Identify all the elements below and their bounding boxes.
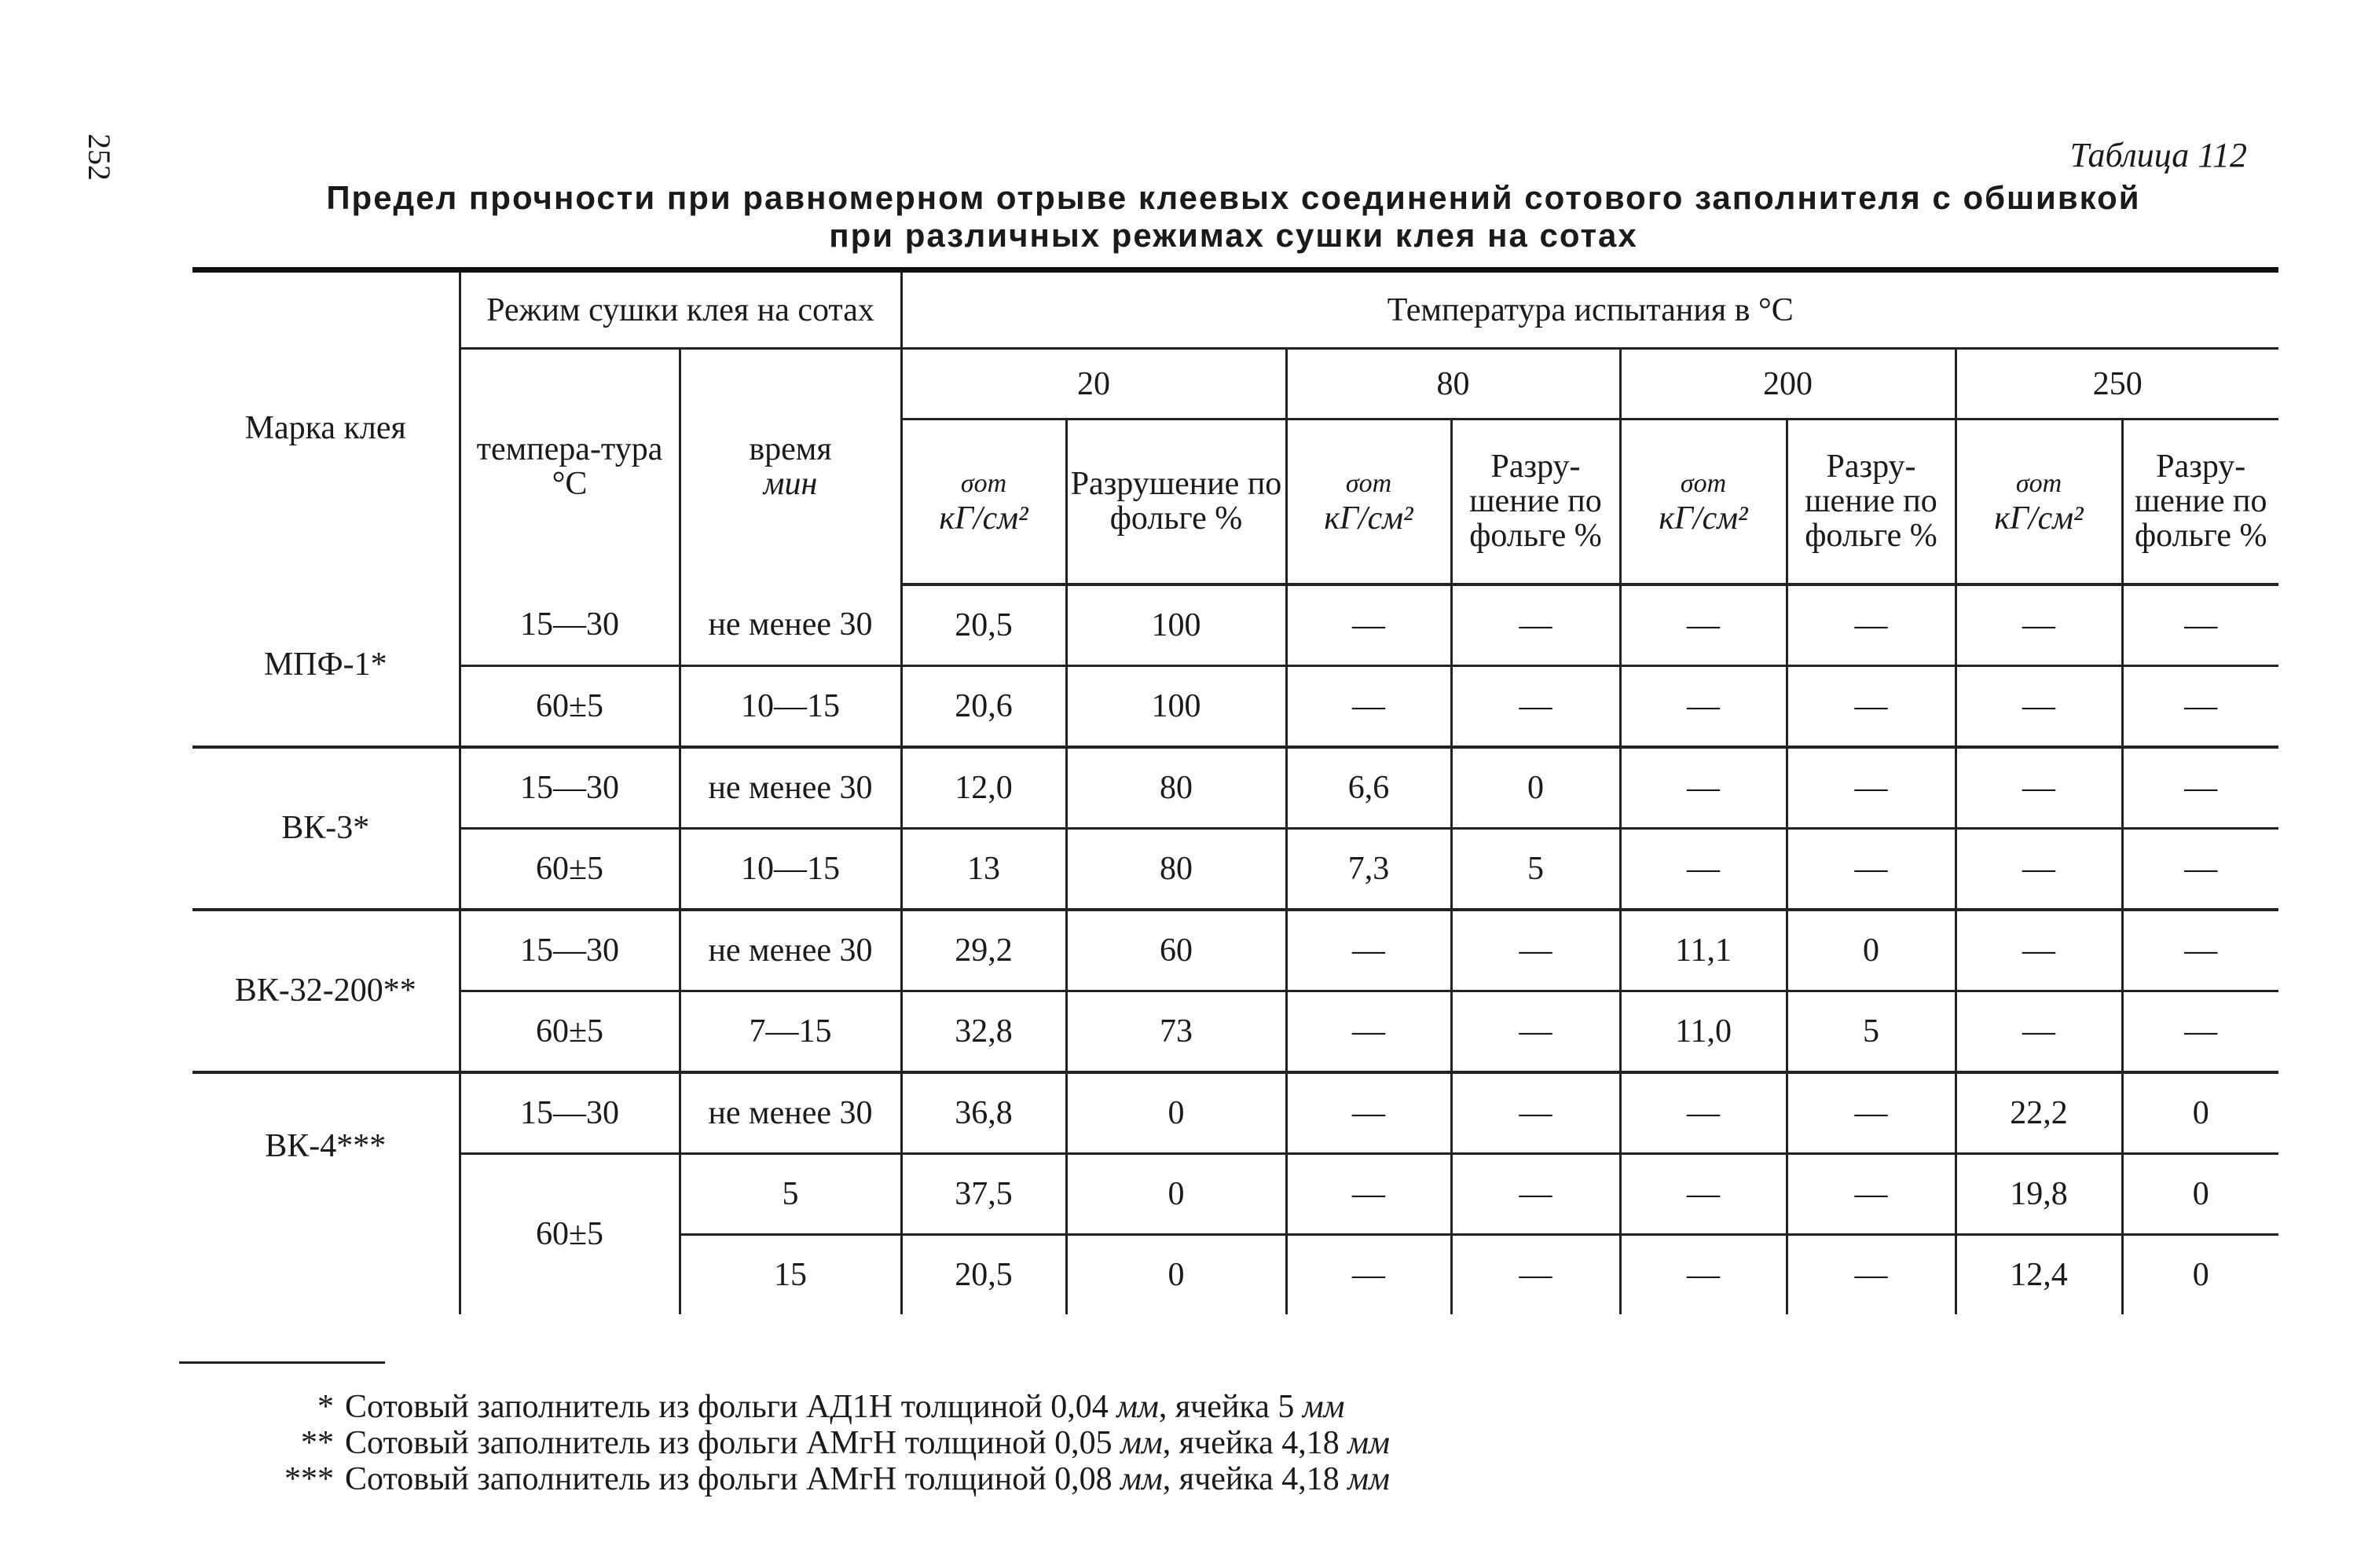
header-temperature: темпера-тура °С xyxy=(460,349,680,584)
header-sigma-80 xyxy=(1286,419,1451,584)
sigma-symbol: σот xyxy=(2015,469,2062,499)
header-t250: 250 xyxy=(1956,349,2278,419)
header-sigma-200 xyxy=(1620,419,1787,584)
header-destruction-200: Разру-шение по фольге % xyxy=(1787,419,1956,584)
value-cell: — xyxy=(1286,584,1451,666)
sigma-unit: кГ/см² xyxy=(939,500,1028,537)
data-table-container xyxy=(192,267,2278,1314)
value-cell: — xyxy=(1787,665,1956,747)
value-cell: — xyxy=(1956,747,2122,829)
time-cell: 5 xyxy=(680,1153,901,1234)
value-cell: — xyxy=(1787,584,1956,666)
footnote-unit: мм xyxy=(1116,1389,1159,1425)
brand-cell: МПФ-1* xyxy=(192,584,460,747)
sigma-symbol: σот xyxy=(1345,469,1392,499)
value-cell: 29,2 xyxy=(901,910,1066,991)
header-t20: 20 xyxy=(901,349,1286,419)
value-cell: 7,3 xyxy=(1286,828,1451,910)
header-t200: 200 xyxy=(1620,349,1956,419)
value-cell: 20,5 xyxy=(901,1234,1066,1314)
value-cell: — xyxy=(1787,747,1956,829)
value-cell: 20,6 xyxy=(901,665,1066,747)
value-cell: 36,8 xyxy=(901,1072,1066,1154)
time-cell: 10—15 xyxy=(680,828,901,910)
value-cell: — xyxy=(2122,991,2278,1072)
value-cell: — xyxy=(1451,1234,1620,1314)
sigma-unit: кГ/см² xyxy=(1324,500,1413,537)
value-cell: 0 xyxy=(2122,1234,2278,1314)
table-row xyxy=(192,1072,2278,1154)
value-cell: 12,0 xyxy=(901,747,1066,829)
temp-cell: 60±5 xyxy=(460,1153,680,1314)
value-cell: — xyxy=(1620,747,1787,829)
temp-cell: 60±5 xyxy=(460,665,680,747)
temp-cell: 15—30 xyxy=(460,584,680,666)
value-cell: 32,8 xyxy=(901,991,1066,1072)
footnote xyxy=(263,1461,1390,1497)
value-cell: — xyxy=(1286,1234,1451,1314)
value-cell: 73 xyxy=(1066,991,1286,1072)
value-cell: — xyxy=(2122,665,2278,747)
value-cell: 19,8 xyxy=(1956,1153,2122,1234)
sigma-symbol: σот xyxy=(960,469,1007,499)
value-cell: — xyxy=(1787,1153,1956,1234)
header-test-temp: Температура испытания в °С xyxy=(901,270,2278,349)
table-row xyxy=(192,910,2278,991)
value-cell: — xyxy=(1451,584,1620,666)
sigma-symbol: σот xyxy=(1680,469,1727,499)
header-time-unit: мин xyxy=(763,466,818,503)
footnote-text: , ячейка 4,18 xyxy=(1162,1461,1348,1497)
value-cell: — xyxy=(1787,1234,1956,1314)
footnote-text: , ячейка 4,18 xyxy=(1162,1425,1348,1461)
brand-cell: ВК-32-200** xyxy=(192,910,460,1072)
footnote-unit: мм xyxy=(1120,1425,1163,1461)
value-cell: — xyxy=(1451,910,1620,991)
footnote-text: Сотовый заполнитель из фольги АД1Н толщиной 0,04 xyxy=(345,1389,1117,1425)
value-cell: 13 xyxy=(901,828,1066,910)
value-cell: 0 xyxy=(1066,1234,1286,1314)
value-cell: — xyxy=(1620,665,1787,747)
value-cell: — xyxy=(1286,991,1451,1072)
value-cell: — xyxy=(1787,828,1956,910)
data-table xyxy=(192,267,2278,1314)
value-cell: — xyxy=(2122,584,2278,666)
footnote xyxy=(263,1425,1390,1461)
time-cell: 7—15 xyxy=(680,991,901,1072)
table-title xyxy=(259,179,2208,255)
value-cell: 100 xyxy=(1066,665,1286,747)
table-row xyxy=(192,991,2278,1072)
time-cell: 10—15 xyxy=(680,665,901,747)
value-cell: — xyxy=(1956,991,2122,1072)
time-cell: не менее 30 xyxy=(680,747,901,829)
footnote-unit: мм xyxy=(1347,1461,1390,1497)
value-cell: — xyxy=(2122,828,2278,910)
footnote-mark: * xyxy=(317,1389,334,1425)
table-row xyxy=(192,747,2278,829)
time-cell: не менее 30 xyxy=(680,1072,901,1154)
value-cell: 5 xyxy=(1451,828,1620,910)
header-sigma-250 xyxy=(1956,419,2122,584)
value-cell: 0 xyxy=(1787,910,1956,991)
footnotes xyxy=(263,1389,1390,1497)
temp-cell: 15—30 xyxy=(460,747,680,829)
value-cell: — xyxy=(1620,828,1787,910)
table-bottom-rule xyxy=(179,1361,385,1364)
value-cell: — xyxy=(1286,665,1451,747)
value-cell: — xyxy=(1451,1072,1620,1154)
brand-cell: ВК-3* xyxy=(192,747,460,910)
sigma-unit: кГ/см² xyxy=(1994,500,2084,537)
value-cell: — xyxy=(2122,910,2278,991)
value-cell: 5 xyxy=(1787,991,1956,1072)
footnote-mark: *** xyxy=(284,1461,334,1497)
value-cell: 80 xyxy=(1066,828,1286,910)
value-cell: 22,2 xyxy=(1956,1072,2122,1154)
footnote xyxy=(263,1389,1390,1425)
title-line-2: при различных режимах сушки клея на сотах xyxy=(829,217,1638,254)
footnote-unit: мм xyxy=(1302,1389,1345,1425)
header-t80: 80 xyxy=(1286,349,1620,419)
value-cell: — xyxy=(1451,991,1620,1072)
value-cell: 60 xyxy=(1066,910,1286,991)
time-cell: 15 xyxy=(680,1234,901,1314)
table-row xyxy=(192,665,2278,747)
value-cell: 0 xyxy=(1451,747,1620,829)
value-cell: 0 xyxy=(1066,1153,1286,1234)
value-cell: — xyxy=(1956,665,2122,747)
sigma-unit: кГ/см² xyxy=(1659,500,1748,537)
footnote-text: Сотовый заполнитель из фольги АМгН толщиной 0,05 xyxy=(345,1425,1121,1461)
header-sigma-20 xyxy=(901,419,1066,584)
value-cell: — xyxy=(1620,584,1787,666)
header-brand: Марка клея xyxy=(192,270,460,584)
header-destruction-20: Разрушение по фольге % xyxy=(1066,419,1286,584)
value-cell: — xyxy=(1286,910,1451,991)
header-drying-mode: Режим сушки клея на сотах xyxy=(460,270,901,349)
header-destruction-80: Разру-шение по фольге % xyxy=(1451,419,1620,584)
value-cell: — xyxy=(1451,665,1620,747)
brand-cell: ВК-4*** xyxy=(192,1072,460,1314)
value-cell: 0 xyxy=(2122,1072,2278,1154)
value-cell: — xyxy=(1620,1072,1787,1154)
value-cell: 12,4 xyxy=(1956,1234,2122,1314)
page-number: 252 xyxy=(82,134,117,181)
table-row xyxy=(192,828,2278,910)
temp-cell: 15—30 xyxy=(460,1072,680,1154)
value-cell: — xyxy=(1286,1072,1451,1154)
value-cell: 11,1 xyxy=(1620,910,1787,991)
value-cell: 20,5 xyxy=(901,584,1066,666)
footnote-unit: мм xyxy=(1120,1461,1163,1497)
value-cell: 37,5 xyxy=(901,1153,1066,1234)
temp-cell: 60±5 xyxy=(460,991,680,1072)
value-cell: — xyxy=(1956,828,2122,910)
header-time xyxy=(680,349,901,584)
value-cell: — xyxy=(1620,1153,1787,1234)
header-time-label: время xyxy=(749,431,832,468)
table-row xyxy=(192,1153,2278,1234)
footnote-unit: мм xyxy=(1347,1425,1390,1461)
value-cell: — xyxy=(1956,910,2122,991)
value-cell: — xyxy=(1620,1234,1787,1314)
header-destruction-250: Разру-шение по фольге % xyxy=(2122,419,2278,584)
time-cell: не менее 30 xyxy=(680,584,901,666)
footnote-mark: ** xyxy=(301,1425,334,1461)
value-cell: — xyxy=(2122,747,2278,829)
table-row xyxy=(192,584,2278,666)
time-cell: не менее 30 xyxy=(680,910,901,991)
temp-cell: 15—30 xyxy=(460,910,680,991)
title-line-1: Предел прочности при равномерном отрыве клеевых соединений сотового заполнителя с обшивкой xyxy=(326,179,2141,216)
temp-cell: 60±5 xyxy=(460,828,680,910)
table-label: Таблица 112 xyxy=(2069,136,2247,174)
footnote-text: Сотовый заполнитель из фольги АМгН толщиной 0,08 xyxy=(345,1461,1121,1497)
value-cell: 100 xyxy=(1066,584,1286,666)
value-cell: 80 xyxy=(1066,747,1286,829)
value-cell: — xyxy=(1787,1072,1956,1154)
value-cell: 6,6 xyxy=(1286,747,1451,829)
value-cell: 0 xyxy=(1066,1072,1286,1154)
value-cell: — xyxy=(1451,1153,1620,1234)
footnote-text: , ячейка 5 xyxy=(1158,1389,1303,1425)
value-cell: 11,0 xyxy=(1620,991,1787,1072)
value-cell: 0 xyxy=(2122,1153,2278,1234)
value-cell: — xyxy=(1286,1153,1451,1234)
value-cell: — xyxy=(1956,584,2122,666)
